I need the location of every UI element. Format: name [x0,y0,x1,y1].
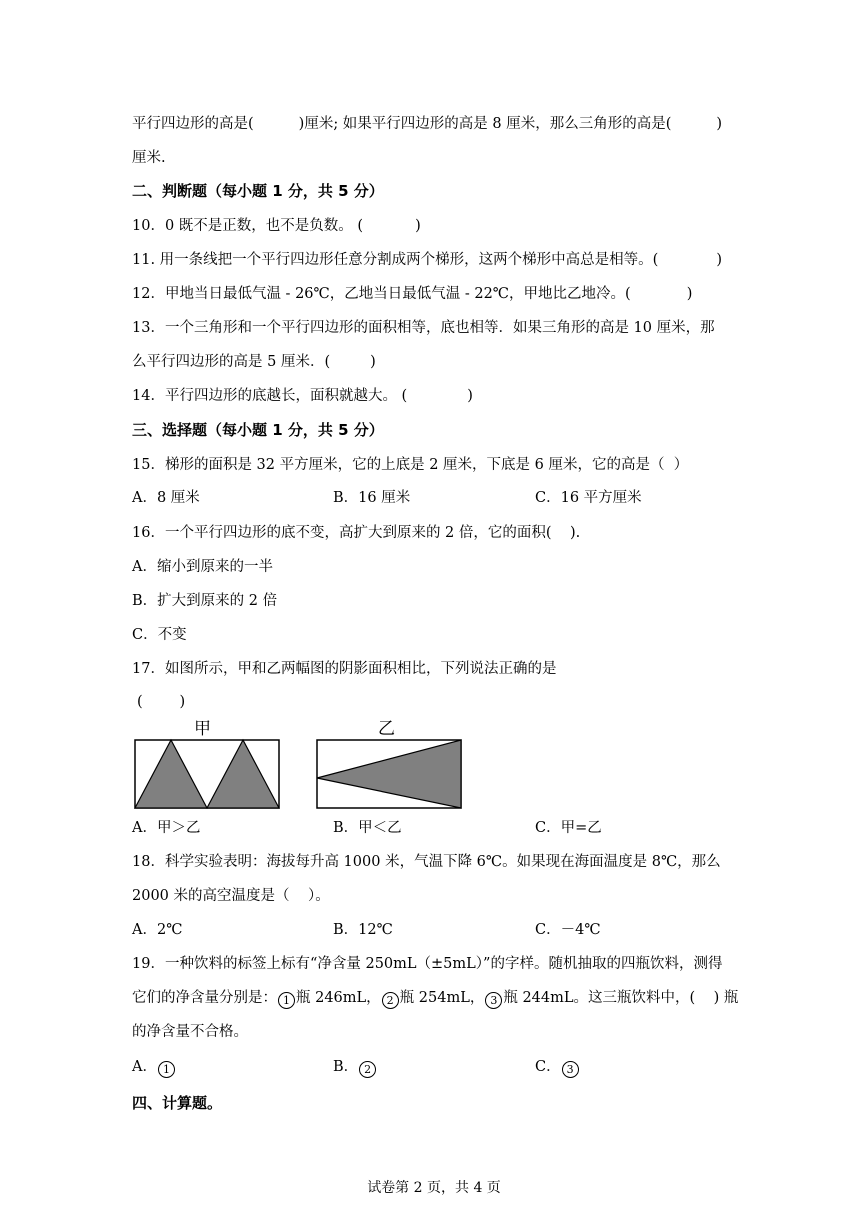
q18-option-a: A．2℃ [132,922,183,938]
q15-option-c: C．16 平方厘米 [535,490,642,506]
q15-option-a: A．8 厘米 [132,490,200,506]
q17-answer-paren: ( ) [137,694,186,710]
figure-yi [317,740,461,808]
q16-option-b: B．扩大到原来的 2 倍 [132,593,278,609]
circled-number-2: 2 [382,992,399,1009]
circled-number-3: 3 [485,992,502,1009]
q12-close: ) [686,286,693,302]
q18-option-b: B．12℃ [333,922,393,938]
q17-figures [0,735,868,835]
q19-line2 [132,988,738,1009]
q12 [132,284,692,304]
figure-jia [135,740,279,808]
q13-line1: 13．一个三角形和一个平行四边形的面积相等，底也相等．如果三角形的高是 10 厘米，那 [132,320,715,336]
q11-text: 11. 用一条线把一个平行四边形任意分割成两个梯形，这两个梯形中高总是相等。( [132,252,659,268]
q12-text: 12．甲地当日最低气温 - 26℃，乙地当日最低气温 - 22℃，甲地比乙地冷。( [132,286,631,302]
q17-option-b: B．甲＜乙 [333,820,402,836]
q19-line2-c: 瓶 254mL， [399,990,485,1006]
q9-text-a: 平行四边形的高是( [132,116,254,132]
q16-option-a: A．缩小到原来的一半 [132,559,273,575]
q19-option-c-circle: 3 [562,1061,579,1078]
q19-line3: 的净含量不合格。 [132,1024,248,1040]
q19-option-c-label: C． [535,1059,561,1075]
q19-option-b-circle: 2 [359,1061,376,1078]
q16-option-c: C．不变 [132,627,187,643]
q19-option-c [535,1057,580,1078]
q9-line1 [132,114,722,134]
q19-line1: 19．一种饮料的标签上标有“净含量 250mL（±5mL）”的字样。随机抽取的四瓶饮料，测得 [132,956,723,972]
q9-text-c: ) [716,116,723,132]
figure-jia-label: 甲 [194,719,211,739]
q17-option-a: A．甲＞乙 [132,820,201,836]
q19-option-a-circle: 1 [158,1061,175,1078]
q14 [132,386,473,406]
q14-text: 14．平行四边形的底越长，面积就越大。 ( [132,388,408,404]
q11 [132,250,722,270]
q18-line2: 2000 米的高空温度是（ ）。 [132,888,330,904]
q13-text: 么平行四边形的高是 5 厘米．( [132,354,331,370]
q10-text: 10．0 既不是正数，也不是负数。 ( [132,218,364,234]
q18-option-c: C．－4℃ [535,922,601,938]
section4-heading: 四、计算题。 [132,1094,223,1112]
q19-line2-b: 瓶 246mL， [296,990,381,1006]
circled-number-1: 1 [278,992,295,1009]
figure-yi-label: 乙 [378,719,395,739]
q13-line2 [132,352,376,372]
q9-text-b: )厘米; 如果平行四边形的高是 8 厘米，那么三角形的高是( [298,116,672,132]
section3-heading: 三、选择题（每小题 1 分，共 5 分） [132,421,384,439]
section2-heading: 二、判断题（每小题 1 分，共 5 分） [132,182,384,200]
q9-line2: 厘米. [132,150,166,166]
q19-line2-d: 瓶 244mL。这三瓶饮料中，( ) 瓶 [503,990,739,1006]
q19-line2-a: 它们的净含量分别是： [132,990,277,1006]
q19-option-b [333,1057,377,1078]
q17-text: 17．如图所示，甲和乙两幅图的阴影面积相比，下列说法正确的是 [132,661,557,677]
q10 [132,216,421,236]
q19-option-a [132,1057,176,1078]
q18-line1: 18．科学实验表明：海拔每升高 1000 米，气温下降 6℃。如果现在海面温度是 8℃，那么 [132,854,721,870]
q15-text: 15．梯形的面积是 32 平方厘米，它的上底是 2 厘米，下底是 6 厘米，它的高是（ ） [132,457,689,473]
q13-close: ) [370,354,376,370]
q10-close: ) [415,218,421,234]
q19-option-a-label: A． [132,1059,157,1075]
q14-close: ) [467,388,473,404]
q17-option-c: C．甲=乙 [535,820,602,836]
q16-text: 16．一个平行四边形的底不变，高扩大到原来的 2 倍，它的面积( ). [132,525,581,541]
q15-option-b: B．16 厘米 [333,490,411,506]
page-footer: 试卷第 2 页，共 4 页 [367,1180,501,1196]
q11-close: ) [716,252,722,268]
q19-option-b-label: B． [333,1059,359,1075]
